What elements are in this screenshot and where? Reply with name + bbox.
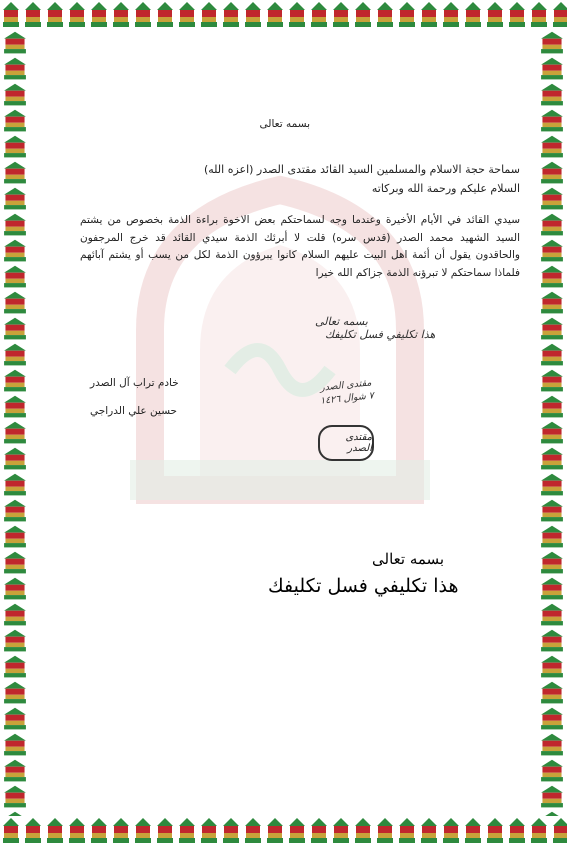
border-top xyxy=(0,0,567,30)
border-ornament-icon xyxy=(308,816,330,846)
border-ornament-icon xyxy=(154,0,176,30)
border-ornament-icon xyxy=(0,264,30,290)
border-ornament-icon xyxy=(286,816,308,846)
border-ornament-icon xyxy=(44,816,66,846)
border-ornament-icon xyxy=(537,30,567,56)
border-ornament-icon xyxy=(537,810,567,816)
border-ornament-icon xyxy=(537,82,567,108)
border-ornament-icon xyxy=(0,342,30,368)
border-ornament-icon xyxy=(537,628,567,654)
border-ornament-icon xyxy=(66,816,88,846)
border-ornament-icon xyxy=(537,706,567,732)
border-ornament-icon xyxy=(0,628,30,654)
border-ornament-icon xyxy=(0,680,30,706)
border-ornament-icon xyxy=(462,816,484,846)
border-ornament-icon xyxy=(0,420,30,446)
letter-body: سيدي القائد في الأيام الأخيرة وعندما وجه لسماحتكم بعض الاخوة براءة الذمة بخصوص من يشتم السيد الشهيد محمد الصدر (قدس سره) قلت لا أبرئك الذمة سيدي القائد قد خرج المرجفون والحاقدون يقول أن أئمة اهل البيت عليهم السلام كانوا يبرؤون الذمة لكل من يسب أو يشتم آبائهم فلماذا سماحتكم لا تبرؤنه الذمة جزاكم الله خيرا xyxy=(80,214,520,279)
border-ornament-icon xyxy=(0,238,30,264)
border-ornament-icon xyxy=(0,576,30,602)
border-ornament-icon xyxy=(537,758,567,784)
border-ornament-icon xyxy=(537,160,567,186)
border-ornament-icon xyxy=(537,498,567,524)
border-ornament-icon xyxy=(264,816,286,846)
border-ornament-icon xyxy=(0,134,30,160)
border-ornament-icon xyxy=(0,758,30,784)
border-ornament-icon xyxy=(0,550,30,576)
border-ornament-icon xyxy=(264,0,286,30)
border-ornament-icon xyxy=(0,706,30,732)
border-ornament-icon xyxy=(0,82,30,108)
border-ornament-icon xyxy=(220,816,242,846)
letter-basmala: بسمه تعالى xyxy=(259,118,310,130)
handwritten-signer: مقتدى الصدر xyxy=(319,377,372,394)
border-ornament-icon xyxy=(440,0,462,30)
border-ornament-icon xyxy=(0,784,30,810)
border-ornament-icon xyxy=(537,212,567,238)
border-ornament-icon xyxy=(0,498,30,524)
border-ornament-icon xyxy=(0,316,30,342)
border-ornament-icon xyxy=(220,0,242,30)
border-ornament-icon xyxy=(537,290,567,316)
border-ornament-icon xyxy=(0,212,30,238)
border-ornament-icon xyxy=(537,342,567,368)
border-ornament-icon xyxy=(537,784,567,810)
border-ornament-icon xyxy=(0,186,30,212)
border-ornament-icon xyxy=(0,524,30,550)
border-bottom xyxy=(0,816,567,846)
border-ornament-icon xyxy=(550,816,567,846)
border-ornament-icon xyxy=(506,816,528,846)
border-ornament-icon xyxy=(308,0,330,30)
border-ornament-icon xyxy=(537,472,567,498)
border-right xyxy=(537,30,567,816)
border-ornament-icon xyxy=(0,160,30,186)
border-ornament-icon xyxy=(0,446,30,472)
border-ornament-icon xyxy=(154,816,176,846)
border-ornament-icon xyxy=(0,394,30,420)
seal-stamp xyxy=(318,425,374,461)
typed-reply: هذا تكليفي فسل تكليفك xyxy=(268,575,459,597)
border-ornament-icon xyxy=(537,394,567,420)
border-ornament-icon xyxy=(537,238,567,264)
handwritten-reply: هذا تكليفي فسل تكليفك xyxy=(325,328,436,341)
letter-greeting: السلام عليكم ورحمة الله وبركاته xyxy=(371,182,520,195)
border-ornament-icon xyxy=(537,680,567,706)
border-ornament-icon xyxy=(0,472,30,498)
border-ornament-icon xyxy=(537,602,567,628)
border-ornament-icon xyxy=(0,290,30,316)
border-ornament-icon xyxy=(418,0,440,30)
border-ornament-icon xyxy=(537,654,567,680)
border-ornament-icon xyxy=(550,0,567,30)
border-ornament-icon xyxy=(0,810,30,816)
border-ornament-icon xyxy=(286,0,308,30)
border-ornament-icon xyxy=(110,816,132,846)
letter-addressee: سماحة حجة الاسلام والمسلمين السيد القائد مقتدى الصدر (اعزه الله) xyxy=(203,163,520,176)
border-ornament-icon xyxy=(396,816,418,846)
border-ornament-icon xyxy=(537,186,567,212)
border-ornament-icon xyxy=(0,732,30,758)
border-ornament-icon xyxy=(242,816,264,846)
border-ornament-icon xyxy=(528,816,550,846)
handwritten-basmala: بسمه تعالى xyxy=(315,315,368,328)
border-ornament-icon xyxy=(506,0,528,30)
border-ornament-icon xyxy=(537,576,567,602)
border-ornament-icon xyxy=(352,0,374,30)
border-ornament-icon xyxy=(537,108,567,134)
border-ornament-icon xyxy=(176,0,198,30)
border-ornament-icon xyxy=(330,0,352,30)
border-ornament-icon xyxy=(352,816,374,846)
border-ornament-icon xyxy=(0,654,30,680)
border-ornament-icon xyxy=(0,0,22,30)
border-ornament-icon xyxy=(418,816,440,846)
border-ornament-icon xyxy=(22,0,44,30)
border-ornament-icon xyxy=(537,264,567,290)
border-ornament-icon xyxy=(537,524,567,550)
border-ornament-icon xyxy=(528,0,550,30)
border-ornament-icon xyxy=(537,56,567,82)
border-ornament-icon xyxy=(537,368,567,394)
border-ornament-icon xyxy=(537,550,567,576)
border-ornament-icon xyxy=(198,816,220,846)
border-ornament-icon xyxy=(396,0,418,30)
border-left xyxy=(0,30,30,816)
border-ornament-icon xyxy=(484,816,506,846)
border-ornament-icon xyxy=(132,0,154,30)
border-ornament-icon xyxy=(0,816,22,846)
border-ornament-icon xyxy=(374,816,396,846)
sender-title: خادم تراب آل الصدر xyxy=(90,377,179,389)
handwritten-date: ٧ شوال ١٤٢٦ xyxy=(319,390,375,407)
border-ornament-icon xyxy=(537,316,567,342)
border-ornament-icon xyxy=(110,0,132,30)
border-ornament-icon xyxy=(462,0,484,30)
border-ornament-icon xyxy=(537,134,567,160)
border-ornament-icon xyxy=(88,816,110,846)
border-ornament-icon xyxy=(44,0,66,30)
seal-stamp-text: مقتدى الصدر xyxy=(345,432,372,454)
border-ornament-icon xyxy=(22,816,44,846)
border-ornament-icon xyxy=(484,0,506,30)
border-ornament-icon xyxy=(176,816,198,846)
border-ornament-icon xyxy=(537,732,567,758)
border-ornament-icon xyxy=(198,0,220,30)
border-ornament-icon xyxy=(242,0,264,30)
border-ornament-icon xyxy=(0,30,30,56)
sender-name: حسين علي الدراجي xyxy=(90,405,178,417)
border-ornament-icon xyxy=(88,0,110,30)
border-ornament-icon xyxy=(537,446,567,472)
border-ornament-icon xyxy=(537,420,567,446)
typed-basmala: بسمه تعالى xyxy=(372,550,445,568)
border-ornament-icon xyxy=(374,0,396,30)
border-ornament-icon xyxy=(0,602,30,628)
border-ornament-icon xyxy=(0,108,30,134)
border-ornament-icon xyxy=(330,816,352,846)
border-ornament-icon xyxy=(440,816,462,846)
border-ornament-icon xyxy=(0,368,30,394)
border-ornament-icon xyxy=(66,0,88,30)
border-ornament-icon xyxy=(0,56,30,82)
border-ornament-icon xyxy=(132,816,154,846)
